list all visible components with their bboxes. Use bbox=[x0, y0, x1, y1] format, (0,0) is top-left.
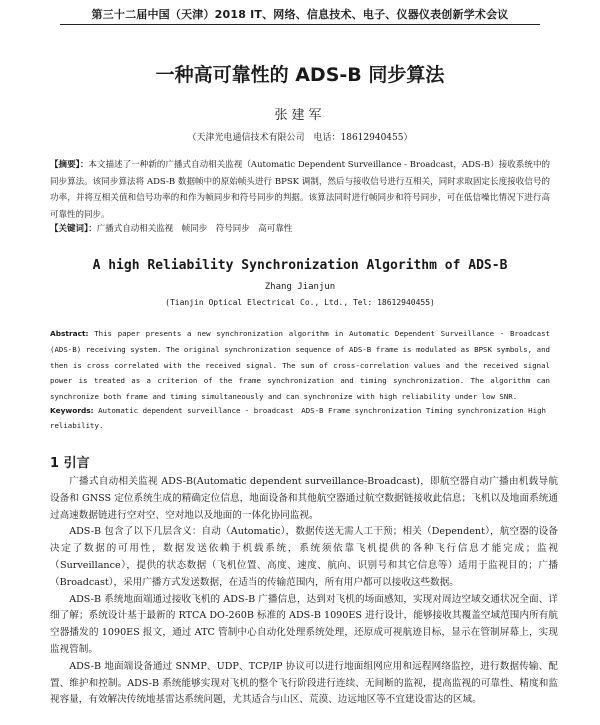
affiliation-cn: （天津光电通信技术有限公司 电话：18612940455） bbox=[187, 133, 413, 143]
author-cn: 张建军 bbox=[274, 108, 326, 123]
section-body-intro bbox=[50, 474, 558, 709]
keywords-en-text: Automatic dependent surveillance - broadcast ADS-B Frame synchronization Timing synchronization High reliability. bbox=[50, 406, 546, 430]
body-paragraph: ADS-B 地面端设备通过 SNMP、UDP、TCP/IP 协议可以进行地面组网应用和远程网络监控，进行数据传输、配置、维护和控制。ADS-B 系统能够实现对飞机的整个飞行阶段进行连续、无间断的监视，提高监视的可靠性、精度和监视容量，有效解决传统地基雷达系统问题，尤其适合与山区、荒漠、边远地区等不宜建设雷达的区域。 bbox=[50, 660, 558, 706]
conference-header: 第三十二届中国（天津）2018 IT、网络、信息技术、电子、仪器仪表创新学术会议 bbox=[91, 8, 509, 21]
keywords-cn-label: 【关键词】： bbox=[50, 224, 97, 234]
header-rule bbox=[60, 24, 540, 25]
keywords-cn-text: 广播式自动相关监视 帧同步 符号同步 高可靠性 bbox=[96, 224, 293, 234]
abstract-cn bbox=[50, 157, 550, 223]
keywords-cn bbox=[50, 222, 550, 236]
abstract-en-text: This paper presents a new synchronization algorithm in Automatic Dependent Surveillance - Broadcast (ADS-B) receiving system. The original synchronization sequence of ADS-B frame is modulated as BPSK symbols, and then is cross correlated with the received signal. The sum of cross-correlation values and the received signal power is treated as a criterion of the frame synchronization and timing synchronization. The algorithm can synchronize both frame and timing simultaneously and can synchronize with high reliability under low SNR. bbox=[50, 329, 550, 402]
body-paragraph: ADS-B 包含了以下几层含义：自动（Automatic），数据传送无需人工干预；相关（Dependent），航空器的设备决定了数据的可用性，数据发送依赖于机载系统，系统须依靠飞机提供的各种飞行信息才能完成；监视（Surveillance），提供的状态数据（飞机位置、高度、速度、航向、识别号和其它信息等）适用于监视目的；广播（Broadcast），采用广播方式发送数据，在适当的传输范围内，所有用户都可以接收这些数据。 bbox=[50, 526, 558, 588]
abstract-en-label: Abstract: bbox=[50, 329, 89, 338]
abstract-cn-label: 【摘要】： bbox=[50, 160, 89, 170]
paper-title-en: A high Reliability Synchronization Algorithm of ADS-B bbox=[92, 258, 508, 273]
body-paragraph: ADS-B 系统地面端通过接收飞机的 ADS-B 广播信息，达到对飞机的场面感知，实现对周边空域交通状况全面、详细了解；系统设计基于最新的 RTCA DO-260B 标准的 ADS-B 1090ES 进行设计，能够接收其覆盖空域范围内所有航空器播发的 1090ES 报文，通过 ATC 管制中心自动化处理系统处理，还原成可视航迹目标，显示在管制屏幕上，实现监视管制。 bbox=[50, 593, 558, 655]
section-heading-intro: 1 引言 bbox=[50, 456, 90, 471]
keywords-en bbox=[50, 404, 550, 433]
keywords-en-label: Keywords: bbox=[50, 406, 94, 415]
abstract-cn-text: 本文描述了一种新的广播式自动相关监视（Automatic Dependent Surveillance - Broadcast，ADS-B）接收系统中的同步算法。该同步算法将 ADS-B 数据帧中的原始帧头进行 BPSK 调制，然后与接收信号进行互相关，同时求取固定长度接收信号的功率，并将互相关值和信号功率的和作为帧同步和符号同步的判据。该算法同时进行帧同步和符号同步，可在低信噪比情况下进行高可靠性的同步。 bbox=[50, 160, 550, 220]
abstract-en bbox=[50, 326, 550, 405]
author-en: Zhang Jianjun bbox=[264, 282, 336, 292]
body-paragraph: 广播式自动相关监视 ADS-B(Automatic dependent surveillance-Broadcast)，即航空器自动广播由机载导航设备和 GNSS 定位系统生成的精确定位信息，地面设备和其他航空器通过航空数据链接收此信息；飞机以及地面系统通过高速数据链进行空对空、空对地以及地面的一体化协同监视。 bbox=[50, 476, 558, 521]
paper-title-cn: 一种高可靠性的 ADS-B 同步算法 bbox=[155, 64, 445, 86]
affiliation-en: (Tianjin Optical Electrical Co., Ltd., Tel: 18612940455) bbox=[165, 298, 435, 307]
